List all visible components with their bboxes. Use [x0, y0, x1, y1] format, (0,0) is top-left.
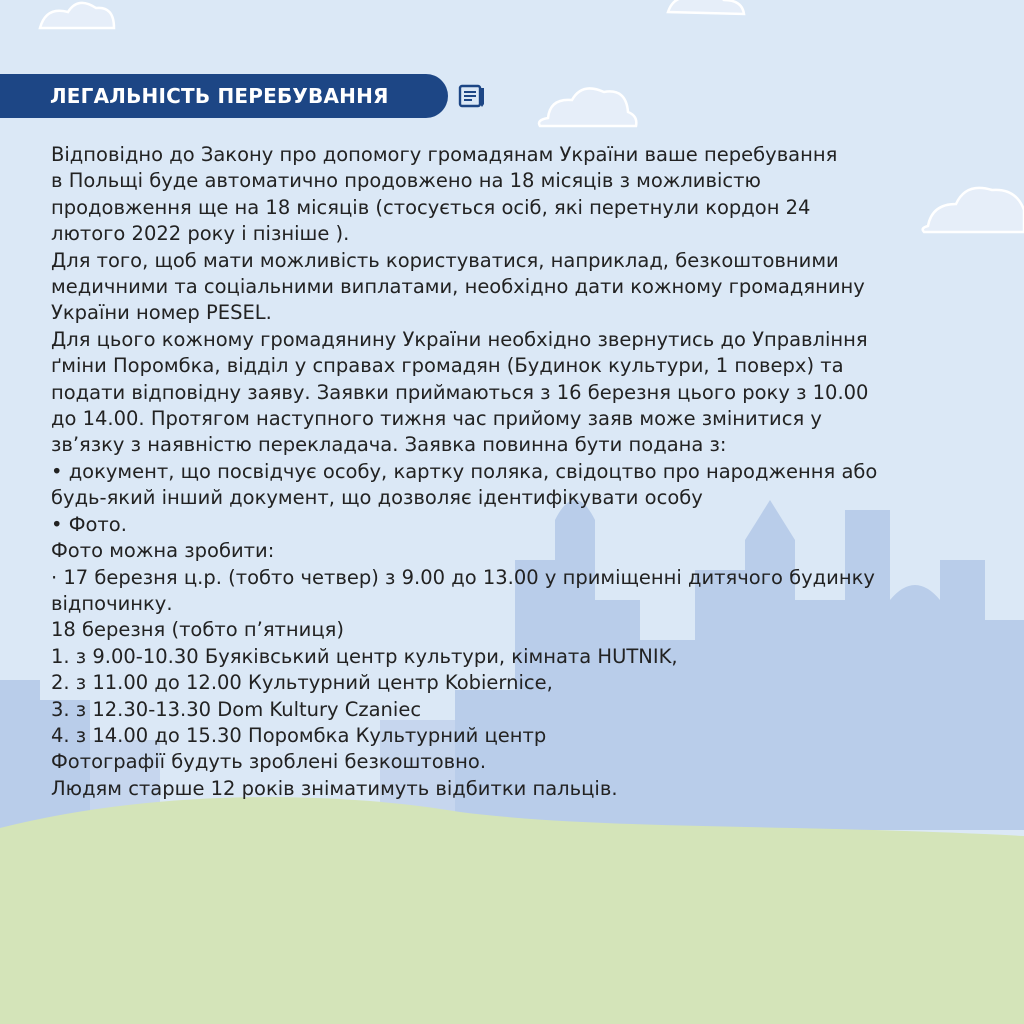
- text-line: до 14.00. Протягом наступного тижня час прийому заяв може змінитися у: [51, 407, 822, 431]
- text-line: Фото можна зробити:: [51, 539, 275, 563]
- text-line: подати відповідну заяву. Заявки приймаються з 16 березня цього року з 10.00: [51, 380, 869, 404]
- text-line: продовження ще на 18 місяців (стосується осіб, які перетнули кордон 24: [51, 195, 811, 219]
- text-line: будь-який інший документ, що дозволяє ідентифікувати особу: [51, 486, 703, 510]
- text-line: 4. з 14.00 до 15.30 Поромбка Культурний центр: [51, 723, 547, 747]
- text-line: лютого 2022 року і пізніше ).: [51, 222, 350, 246]
- text-line: 1. з 9.00-10.30 Буяківський центр культури, кімната HUTNIK,: [51, 644, 678, 668]
- text-line: Людям старше 12 років зніматимуть відбитки пальців.: [51, 776, 618, 800]
- text-line: України номер PESEL.: [51, 301, 272, 325]
- text-line: 18 березня (тобто п’ятниця): [51, 618, 344, 642]
- text-line: 3. з 12.30-13.30 Dom Kultury Czaniec: [51, 697, 422, 721]
- title-banner: [0, 74, 448, 118]
- text-line: Для того, щоб мати можливість користуватися, наприклад, безкоштовними: [51, 248, 839, 272]
- text-line: 2. з 11.00 до 12.00 Культурний центр Kobiernice,: [51, 671, 553, 695]
- green-hill: [0, 797, 1024, 1024]
- text-line: · 17 березня ц.р. (тобто четвер) з 9.00 до 13.00 у приміщенні дитячого будинку: [51, 565, 875, 589]
- text-line: зв’язку з наявністю перекладача. Заявка повинна бути подана з:: [51, 433, 727, 457]
- text-line: Відповідно до Закону про допомогу громадянам України ваше перебування: [51, 143, 838, 166]
- page-title: ЛЕГАЛЬНІСТЬ ПЕРЕБУВАННЯ: [50, 84, 389, 108]
- text-line: медичними та соціальними виплатами, необхідно дати кожному громадянину: [51, 275, 865, 299]
- text-line: ґміни Поромбка, відділ у справах громадян (Будинок культури, 1 поверх) та: [51, 354, 844, 378]
- text-line: Фотографії будуть зроблені безкоштовно.: [51, 750, 487, 774]
- text-line: • Фото.: [51, 512, 127, 536]
- document-icon: [456, 80, 488, 112]
- text-line: в Польщі буде автоматично продовжено на 18 місяців з можливістю: [51, 169, 761, 193]
- text-line: Для цього кожному громадянину України необхідно звернутись до Управління: [51, 327, 868, 351]
- text-line: відпочинку.: [51, 591, 173, 615]
- cloud-icon: [668, 0, 744, 14]
- info-text: [51, 142, 991, 802]
- text-line: • документ, що посвідчує особу, картку поляка, свідоцтво про народження або: [51, 459, 878, 483]
